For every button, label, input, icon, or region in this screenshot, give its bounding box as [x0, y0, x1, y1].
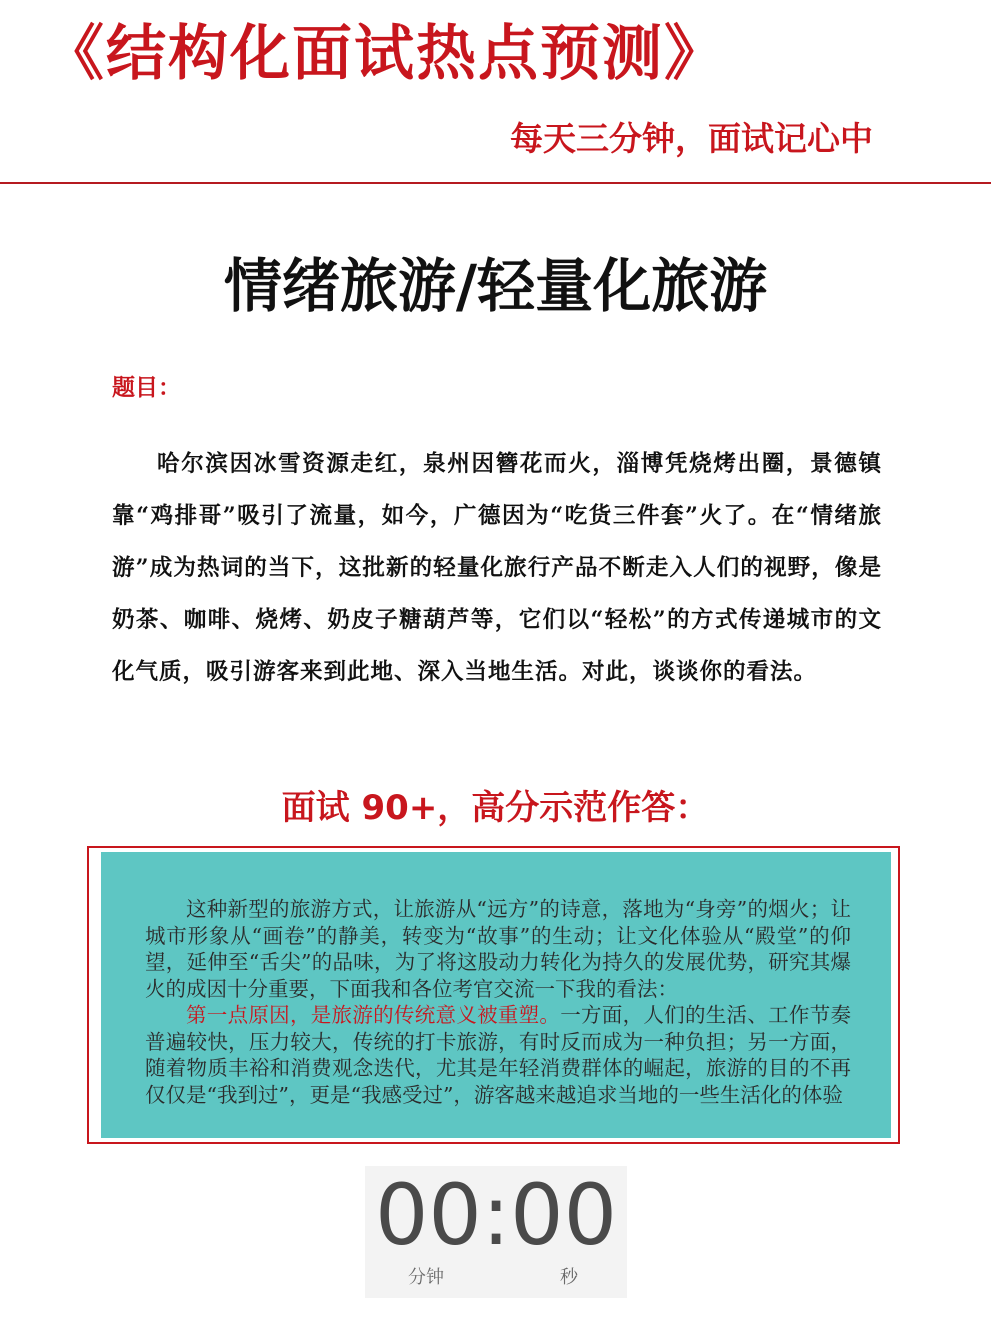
question-body: 哈尔滨因冰雪资源走红，泉州因簪花而火，淄博凭烧烤出圈，景德镇靠“鸡排哥”吸引了流量，如今，广德因为“吃货三件套”火了。在“情绪旅游”成为热词的当下，这批新的轻量化旅行产品不断走入人们的视野，像是奶茶、咖啡、烧烤、奶皮子糖葫芦等，它们以“轻松”的方式传递城市的文化气质，吸引游客来到此地、深入当地生活。对此，谈谈你的看法。	[112, 451, 882, 685]
banner-slogan: 每天三分钟，面试记心中	[510, 119, 873, 158]
answer-heading: 面试 90+，高分示范作答：	[281, 788, 710, 828]
timer-digits: 00:00	[374, 1166, 618, 1264]
timer-minutes-label: 分钟	[408, 1267, 444, 1288]
answer-panel	[101, 852, 891, 1138]
answer-text	[145, 896, 851, 1108]
answer-point-one-title: 第一点原因，是旅游的传统意义被重塑。	[186, 1003, 561, 1027]
answer-frame	[87, 846, 900, 1144]
question-label: 题目：	[112, 374, 181, 401]
timer-seconds-label: 秒	[560, 1267, 578, 1288]
header-divider	[0, 182, 991, 184]
banner-title: 《结构化面试热点预测》	[44, 19, 726, 89]
answer-intro: 这种新型的旅游方式，让旅游从“远方”的诗意，落地为“身旁”的烟火；让城市形象从“画卷”的静美，转变为“故事”的生动；让文化体验从“殿堂”的仰望，延伸至“舌尖”的品味，为了将这股动力转化为持久的发展优势，研究其爆火的成因十分重要，下面我和各位考官交流一下我的看法：	[145, 897, 851, 1001]
answer-point-one-body: 一方面，人们的生活、工作节奏普遍较快，压力较大，传统的打卡旅游，有时反而成为一种负担；另一方面，随着物质丰裕和消费观念迭代，尤其是年轻消费群体的崛起，旅游的目的不再仅仅是“我到过”，更是“我感受过”，游客越来越追求当地的一些生活化的体验	[145, 1003, 852, 1107]
topic-title: 情绪旅游/轻量化旅游	[223, 252, 768, 320]
countdown-timer[interactable]	[365, 1166, 627, 1298]
